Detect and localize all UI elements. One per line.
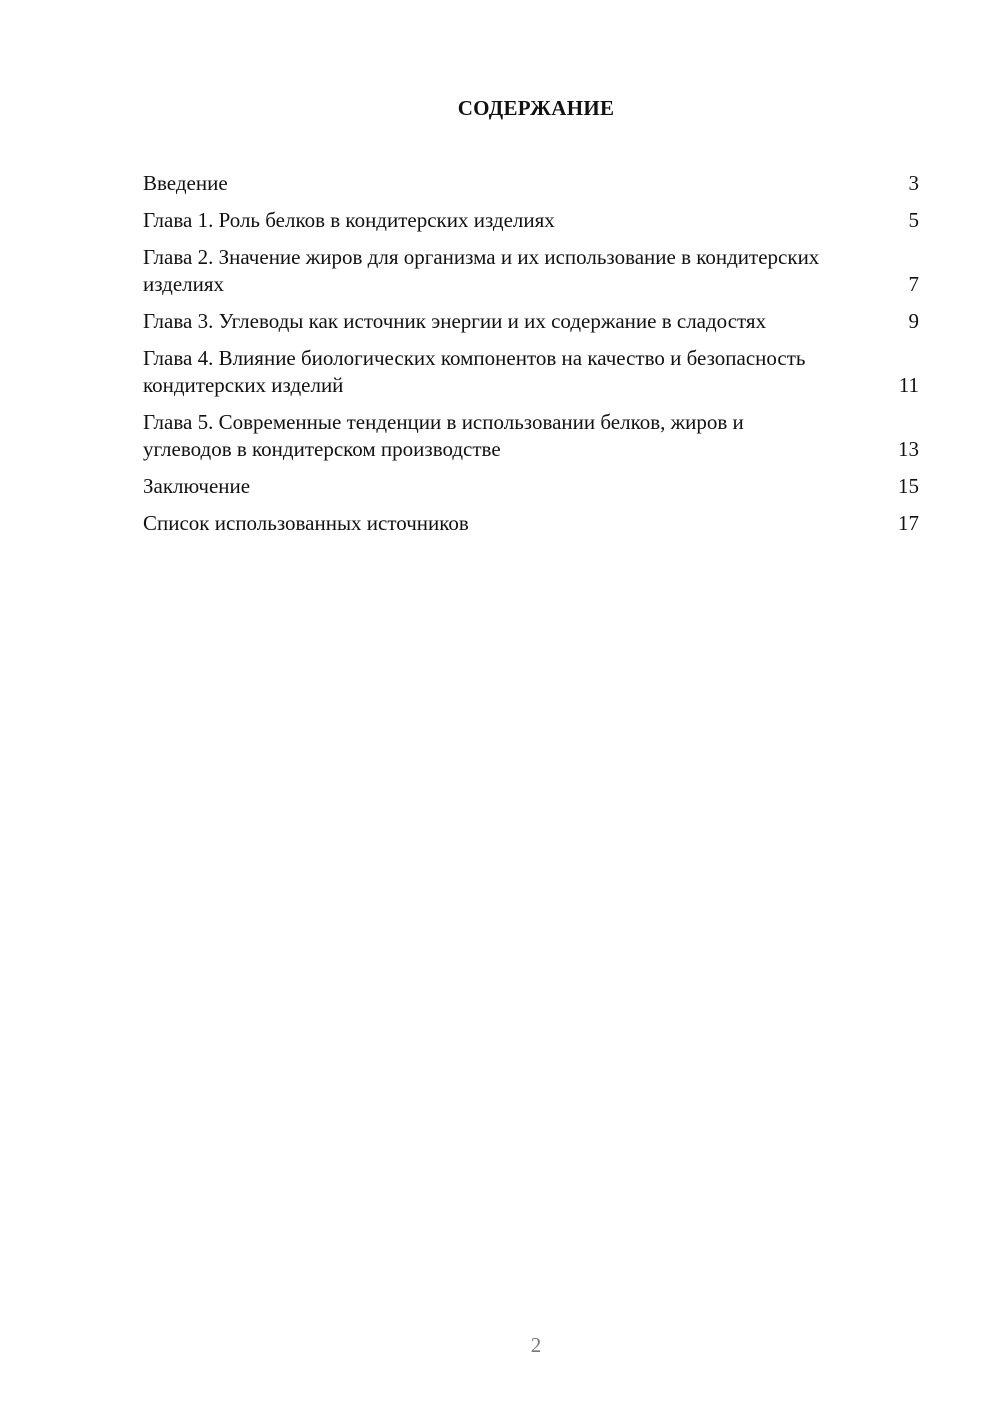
toc-entry-references[interactable] [143, 510, 919, 537]
toc-entry-conclusion[interactable] [143, 473, 919, 500]
table-of-contents [143, 170, 919, 547]
toc-entry-text: Список использованных источников [143, 511, 469, 535]
toc-entry-page: 15 [898, 474, 919, 498]
toc-entry-page: 13 [898, 437, 919, 461]
toc-entry-text: Глава 4. Влияние биологических компонентов на качество и безопасность кондитерских изделий [143, 346, 806, 397]
toc-entry-chapter-3[interactable] [143, 308, 919, 335]
toc-entry-text: Заключение [143, 474, 251, 498]
page-title: СОДЕРЖАНИЕ [457, 96, 615, 120]
page-number: 2 [530, 1333, 542, 1357]
toc-entry-chapter-5[interactable] [143, 409, 919, 463]
toc-entry-page: 9 [908, 309, 919, 333]
toc-entry-text: Глава 2. Значение жиров для организма и их использование в кондитерских изделиях [143, 245, 820, 296]
toc-entry-text: Глава 3. Углеводы как источник энергии и их содержание в сладостях [143, 309, 767, 333]
toc-entry-page: 17 [898, 511, 919, 535]
toc-entry-chapter-4[interactable] [143, 345, 919, 399]
toc-entry-chapter-1[interactable] [143, 207, 919, 234]
toc-entry-page: 11 [898, 373, 919, 397]
toc-entry-page: 3 [908, 171, 919, 195]
toc-entry-text: Глава 5. Современные тенденции в использовании белков, жиров и углеводов в кондитерском производстве [143, 410, 744, 461]
toc-entry-page: 5 [908, 208, 919, 232]
toc-entry-page: 7 [908, 272, 919, 296]
toc-entry-introduction[interactable] [143, 170, 919, 197]
toc-entry-text: Глава 1. Роль белков в кондитерских изделиях [143, 208, 555, 232]
toc-entry-text: Введение [143, 171, 228, 195]
toc-entry-chapter-2[interactable] [143, 244, 919, 298]
